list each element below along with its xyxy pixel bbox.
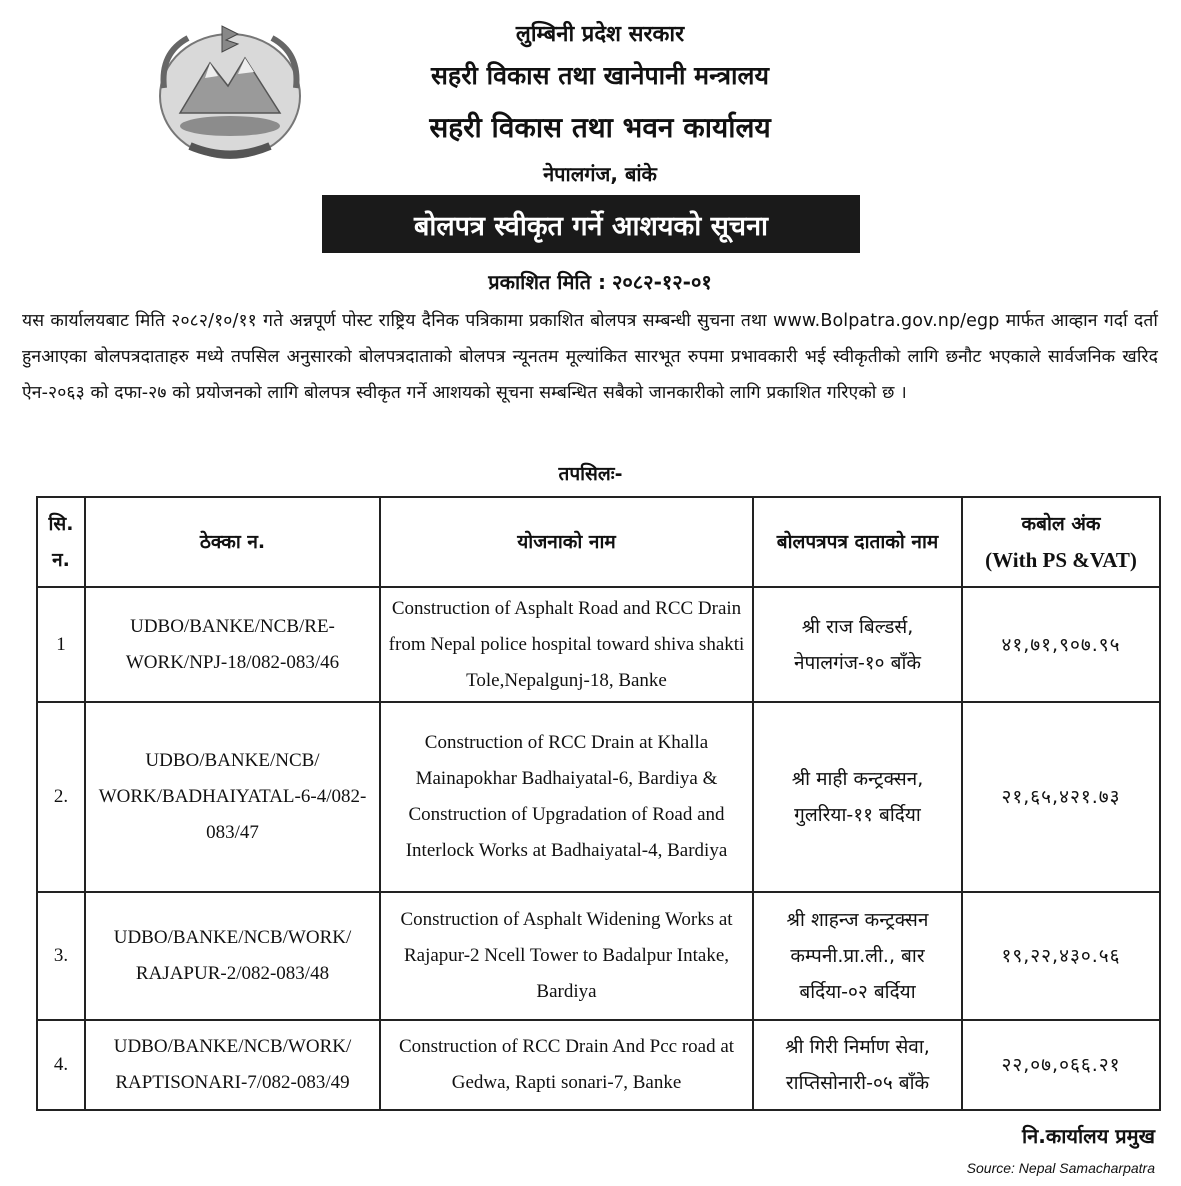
row-contract-no: UDBO/BANKE/NCB/RE-WORK/NPJ-18/082-083/46 xyxy=(85,587,380,702)
table-row xyxy=(37,702,1160,892)
row-amount: ४१,७१,९०७.९५ xyxy=(962,587,1160,702)
table-row xyxy=(37,587,1160,702)
row-sn: 3. xyxy=(37,892,85,1020)
signatory: नि.कार्यालय प्रमुख xyxy=(1021,1124,1155,1148)
header-sn: सि. न. xyxy=(37,497,85,587)
row-bidder: श्री राज बिल्डर्स, नेपालगंज-१० बाँके xyxy=(753,587,962,702)
published-date: २०८२-१२-०१ xyxy=(611,270,712,294)
table-header-row xyxy=(37,497,1160,587)
row-bidder: श्री माही कन्ट्रक्सन, गुलरिया-११ बर्दिया xyxy=(753,702,962,892)
published-date-line xyxy=(300,268,900,295)
row-bidder: श्री गिरी निर्माण सेवा, राप्तिसोनारी-०५ बाँके xyxy=(753,1020,962,1110)
row-contract-no: UDBO/BANKE/NCB/ WORK/BADHAIYATAL-6-4/082-083/47 xyxy=(85,702,380,892)
header-contract-no: ठेक्का न. xyxy=(85,497,380,587)
row-project-name: Construction of Asphalt Road and RCC Drain from Nepal police hospital toward shiva shakti Tole,Nepalgunj-18, Banke xyxy=(380,587,753,702)
row-sn: 1 xyxy=(37,587,85,702)
header-amount-label: कबोल अंक xyxy=(1021,513,1101,535)
row-amount: २२,०७,०६६.२१ xyxy=(962,1020,1160,1110)
published-label: प्रकाशित मिति : xyxy=(488,270,606,294)
row-amount: १९,२२,४३०.५६ xyxy=(962,892,1160,1020)
office-location: नेपालगंज, बांके xyxy=(543,162,657,186)
header-amount-sub: (With PS &VAT) xyxy=(985,548,1137,572)
row-project-name: Construction of RCC Drain And Pcc road at Gedwa, Rapti sonari-7, Banke xyxy=(380,1020,753,1110)
table-row xyxy=(37,892,1160,1020)
notice-body: यस कार्यालयबाट मिति २०८२/१०/११ गते अन्नपूर्ण पोस्ट राष्ट्रिय दैनिक पत्रिकामा प्रकाशित बोलपत्र सम्बन्धी सुचना तथा www.Bolpatra.gov.np/egp मार्फत आव्हान गर्दा दर्ता हुनआएका बोलपत्रदाताहरु मध्ये तपसिल अनुसारको बोलपत्रदाताको बोलपत्र न्यूनतम मूल्यांकित सारभूत रुपमा प्रभावकारी भई स्वीकृतीको लागि छनौट भएकाले सार्वजनिक खरिद ऐन-२०६३ को दफा-२७ को प्रयोजनको लागि बोलपत्र स्वीकृत गर्ने आशयको सूचना सम्बन्धित सबैको जानकारीको लागि प्रकाशित गरिएको छ । xyxy=(22,311,1158,403)
source-credit: Source: Nepal Samacharpatra xyxy=(966,1160,1155,1176)
header-amount xyxy=(962,497,1160,587)
header-project-name: योजनाको नाम xyxy=(380,497,753,587)
row-contract-no: UDBO/BANKE/NCB/WORK/ RAPTISONARI-7/082-083/49 xyxy=(85,1020,380,1110)
list-title: तपसिलः- xyxy=(558,463,623,485)
row-project-name: Construction of RCC Drain at Khalla Mainapokhar Badhaiyatal-6, Bardiya & Construction of Upgradation of Road and Interlock Works at Badhaiyatal-4, Bardiya xyxy=(380,702,753,892)
row-project-name: Construction of Asphalt Widening Works at Rajapur-2 Ncell Tower to Badalpur Intake, Bardiya xyxy=(380,892,753,1020)
row-amount: २१,६५,४२१.७३ xyxy=(962,702,1160,892)
government-name: लुम्बिनी प्रदेश सरकार xyxy=(515,22,685,47)
notice-title: बोलपत्र स्वीकृत गर्ने आशयको सूचना xyxy=(322,195,860,253)
table-row xyxy=(37,1020,1160,1110)
header-bidder: बोलपत्रपत्र दाताको नाम xyxy=(753,497,962,587)
tender-table xyxy=(36,496,1161,1111)
row-contract-no: UDBO/BANKE/NCB/WORK/ RAJAPUR-2/082-083/48 xyxy=(85,892,380,1020)
row-sn: 2. xyxy=(37,702,85,892)
row-sn: 4. xyxy=(37,1020,85,1110)
office-name: सहरी विकास तथा भवन कार्यालय xyxy=(429,111,771,144)
nepal-emblem-icon xyxy=(150,18,310,168)
ministry-name: सहरी विकास तथा खानेपानी मन्त्रालय xyxy=(431,61,769,90)
row-bidder: श्री शाहन्ज कन्ट्रक्सन कम्पनी.प्रा.ली., बार बर्दिया-०२ बर्दिया xyxy=(753,892,962,1020)
